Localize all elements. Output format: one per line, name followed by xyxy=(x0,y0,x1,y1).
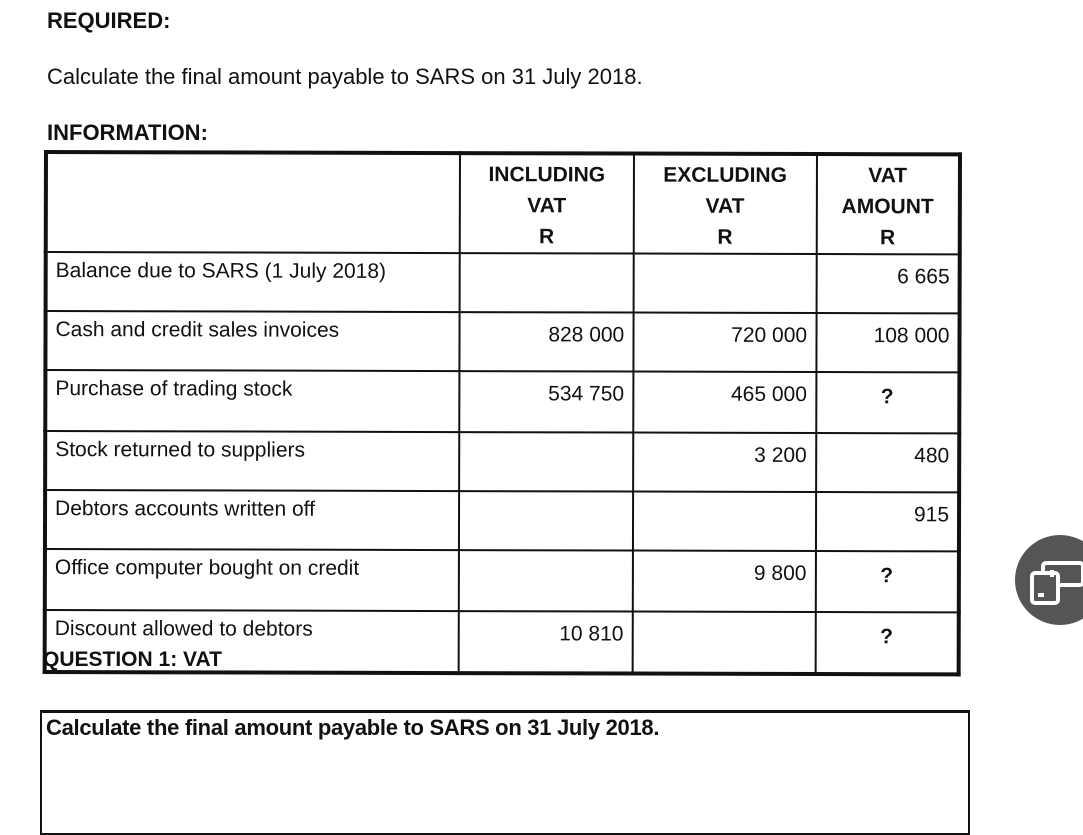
cell-including-vat xyxy=(460,253,634,312)
cell-including-vat: 828 000 xyxy=(459,312,633,371)
cell-excluding-vat: 720 000 xyxy=(633,313,816,372)
table-header-row xyxy=(46,152,960,254)
header-line: AMOUNT xyxy=(841,195,934,219)
row-label: Purchase of trading stock xyxy=(45,370,459,432)
question-prompt: Calculate the final amount payable to SARS on 31 July 2018. xyxy=(46,715,660,740)
question-heading: QUESTION 1: VAT xyxy=(43,648,222,671)
cell-vat-amount: 6 665 xyxy=(816,254,960,313)
table-row xyxy=(45,311,959,372)
cell-excluding-vat xyxy=(633,492,816,551)
cell-excluding-vat: 3 200 xyxy=(633,433,816,492)
cell-including-vat xyxy=(459,491,633,550)
answer-box[interactable] xyxy=(40,710,970,835)
cell-vat-amount: ? xyxy=(815,551,959,612)
cell-including-vat xyxy=(459,550,633,611)
information-table xyxy=(43,150,962,676)
cell-vat-amount: 480 xyxy=(816,433,960,492)
cell-vat-amount: ? xyxy=(816,372,960,433)
table-row xyxy=(45,490,959,551)
cell-including-vat xyxy=(459,432,633,491)
header-blank xyxy=(46,152,460,253)
header-line: VAT xyxy=(705,194,745,218)
cell-including-vat: 10 810 xyxy=(459,611,633,673)
row-label: Balance due to SARS (1 July 2018) xyxy=(46,252,460,312)
floating-tool-button[interactable] xyxy=(1015,535,1083,625)
required-heading: REQUIRED: xyxy=(47,8,171,33)
cell-excluding-vat: 9 800 xyxy=(633,551,816,612)
row-label: Office computer bought on credit xyxy=(45,549,459,611)
header-line: VAT xyxy=(868,164,908,188)
row-label: Discount allowed to debtors xyxy=(45,610,459,673)
header-line: INCLUDING xyxy=(488,163,606,187)
header-including-vat xyxy=(460,153,634,253)
row-label: Debtors accounts written off xyxy=(45,490,459,550)
screenshot-tool-icon xyxy=(1015,535,1083,625)
cell-vat-amount: 915 xyxy=(816,492,960,551)
header-line: VAT xyxy=(527,194,567,218)
cell-vat-amount: ? xyxy=(815,612,959,674)
required-text: Calculate the final amount payable to SARS on 31 July 2018. xyxy=(47,64,643,89)
table-row xyxy=(45,431,959,492)
cell-excluding-vat xyxy=(633,254,816,313)
table-row xyxy=(45,549,959,612)
cell-vat-amount: 108 000 xyxy=(816,313,960,372)
cell-excluding-vat xyxy=(632,612,815,674)
header-line: EXCLUDING xyxy=(663,163,787,187)
row-label: Stock returned to suppliers xyxy=(45,431,459,491)
row-label: Cash and credit sales invoices xyxy=(45,311,459,371)
table-row xyxy=(45,370,959,433)
cell-including-vat: 534 750 xyxy=(459,371,633,432)
header-excluding-vat xyxy=(633,154,816,254)
information-heading: INFORMATION: xyxy=(47,120,208,145)
table-row xyxy=(46,252,960,313)
header-line: R xyxy=(539,225,555,249)
header-line: R xyxy=(717,225,733,249)
cell-excluding-vat: 465 000 xyxy=(633,372,816,433)
header-line: R xyxy=(879,226,896,250)
header-vat-amount xyxy=(816,154,960,254)
